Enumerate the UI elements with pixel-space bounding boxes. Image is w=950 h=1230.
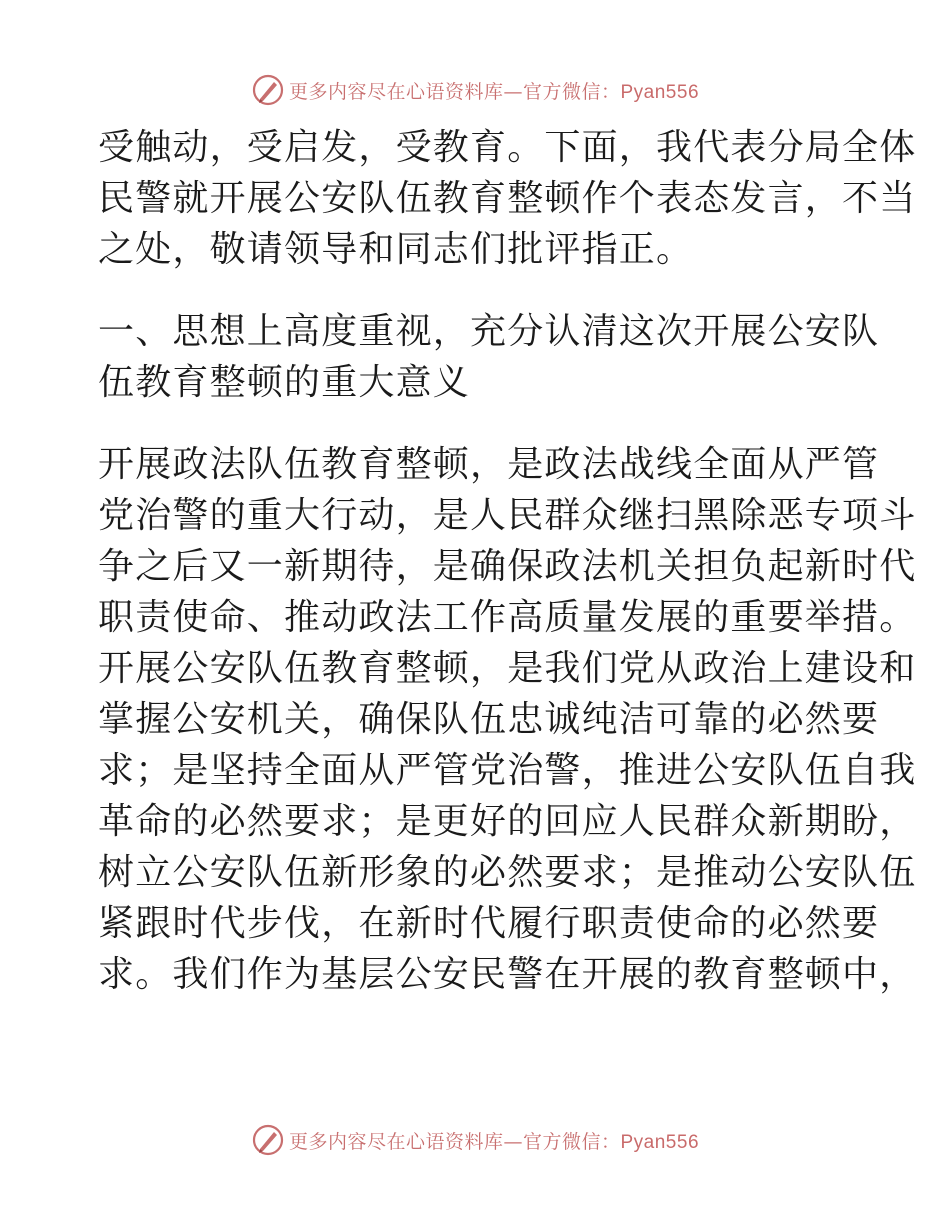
text-line: 开展公安队伍教育整顿，是我们党从政治上建设和 [98, 648, 917, 689]
text-line: 争之后又一新期待，是确保政法机关担负起新时代 [98, 546, 917, 587]
paragraph-intro [98, 122, 917, 275]
header-site-text: 更多内容尽在心语资料库 [288, 80, 504, 103]
text-line: 树立公安队伍新形象的必然要求；是推动公安队伍 [98, 852, 917, 893]
footer-contact-id: Pyan556 [620, 1131, 700, 1153]
text-line: 求；是坚持全面从严管党治警，推进公安队伍自我 [98, 750, 917, 791]
footer-watermark-text [289, 1127, 699, 1154]
header-contact-label: 官方微信： [522, 80, 621, 103]
footer-watermark [0, 1118, 950, 1162]
text-line: 求。我们作为基层公安民警在开展的教育整顿中， [98, 954, 917, 995]
footer-separator: — [503, 1130, 523, 1153]
document-body [98, 122, 917, 1000]
pen-circle-logo-icon [251, 73, 285, 107]
text-line: 开展政法队伍教育整顿，是政法战线全面从严管 [98, 444, 880, 485]
text-line: 受触动，受启发，受教育。下面，我代表分局全体 [98, 127, 917, 168]
text-line: 之处，敬请领导和同志们批评指正。 [98, 229, 694, 270]
pen-circle-logo-icon [251, 1123, 285, 1157]
footer-contact-label: 官方微信： [522, 1130, 621, 1153]
text-line: 掌握公安机关，确保队伍忠诚纯洁可靠的必然要 [98, 699, 880, 740]
header-watermark-text [289, 77, 699, 104]
text-line: 党治警的重大行动，是人民群众继扫黑除恶专项斗 [98, 495, 917, 536]
text-line: 革命的必然要求；是更好的回应人民群众新期盼， [98, 801, 917, 842]
text-line: 民警就开展公安队伍教育整顿作个表态发言，不当 [98, 178, 917, 219]
footer-site-text: 更多内容尽在心语资料库 [288, 1130, 504, 1153]
section-heading-1 [98, 306, 880, 408]
header-contact-id: Pyan556 [620, 81, 700, 103]
text-line: 紧跟时代步伐，在新时代履行职责使命的必然要 [98, 903, 880, 944]
header-separator: — [503, 80, 523, 103]
text-line: 职责使命、推动政法工作高质量发展的重要举措。 [98, 597, 917, 638]
heading-line: 伍教育整顿的重大意义 [98, 362, 471, 403]
heading-line: 一、思想上高度重视，充分认清这次开展公安队 [98, 311, 880, 352]
header-watermark [0, 68, 950, 112]
paragraph-significance [98, 439, 917, 1000]
